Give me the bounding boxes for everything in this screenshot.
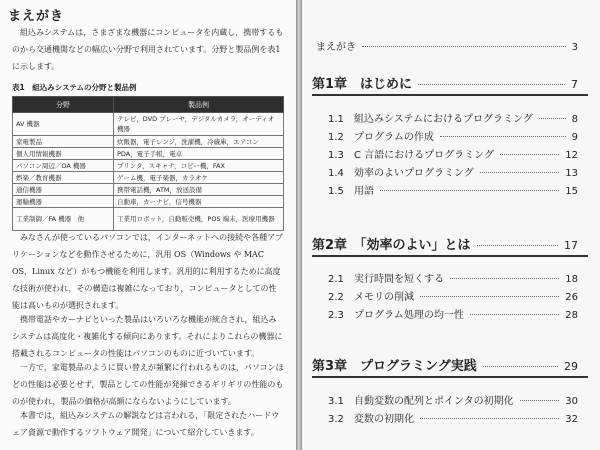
toc-section[interactable]: [302, 306, 600, 321]
section-number: 2.2: [328, 292, 344, 303]
dot-leader: [380, 190, 559, 191]
dot-leader: [477, 245, 558, 246]
toc-page-number: 18: [565, 274, 578, 285]
toc-section[interactable]: [302, 182, 600, 197]
section-number: 2.1: [328, 274, 344, 285]
dot-leader: [483, 366, 558, 367]
dot-leader: [420, 296, 559, 297]
toc-chapter-1[interactable]: [302, 73, 600, 92]
table-cell-field: 家電製品: [13, 136, 114, 148]
dot-leader: [420, 418, 559, 419]
toc-page-number: 28: [565, 310, 578, 321]
table-cell-field: 工業制御／FA 機器 他: [13, 208, 114, 231]
preface-page: [0, 0, 296, 450]
table-cell-examples: テレビ，DVD プレーヤ，デジタルカメラ，オーディオ機器: [114, 113, 284, 136]
section-title: 自動変数の配列とポインタの初期化: [354, 396, 514, 407]
toc-page-number: 17: [564, 239, 578, 252]
table-cell-examples: 自動車，カーナビ，信号機器: [114, 196, 284, 208]
table-cell-examples: プリンタ，スキャナ，コピー機，FAX: [114, 160, 284, 172]
table-caption: 表1 組込みシステムの分野と製品例: [12, 83, 137, 92]
section-number: 1.5: [328, 186, 344, 197]
table-header-field: 分野: [13, 97, 114, 113]
chapter-title: 第3章 プログラミング実践: [312, 359, 477, 374]
preface-title: まえがき: [8, 9, 65, 24]
table-cell-field: AV 機器: [13, 113, 114, 136]
preface-paragraph-5: 本書では，組込みシステムの解説などは言われる，「限定されたハードウェア資源で動作するソフトウェア開発」について紹介していきます。: [12, 411, 280, 437]
toc-section[interactable]: [302, 128, 600, 143]
section-number: 3.2: [328, 414, 344, 425]
table-row: [13, 196, 284, 208]
section-number: 2.3: [328, 310, 344, 321]
dot-leader: [539, 118, 566, 119]
table-row: [13, 113, 284, 136]
table-cell-examples: ゲーム機，電子楽器，カラオケ: [114, 172, 284, 184]
table-row: [13, 184, 284, 196]
section-title: 組込みシステムにおけるプログラミング: [354, 114, 533, 125]
section-title: プログラムの作成: [354, 132, 434, 143]
toc-page-number: 15: [565, 186, 578, 197]
section-title: プログラム処理の均一性: [354, 310, 464, 321]
table-header-examples: 製品例: [114, 97, 284, 113]
table-cell-examples: 携帯電話機，ATM，放送設備: [114, 184, 284, 196]
chapter-title: 第2章 「効率のよい」とは: [312, 238, 471, 253]
toc-chapter-2[interactable]: [302, 234, 600, 253]
section-title: C 言語におけるプログラミング: [354, 150, 494, 161]
toc-page-number: 30: [565, 396, 578, 407]
table-row: [13, 160, 284, 172]
section-title: 実行時間を短くする: [354, 274, 444, 285]
chapter-title: 第1章 はじめに: [312, 77, 413, 92]
table-cell-examples: 工業用ロボット，自動販売機，POS 端末，医療用機器: [114, 208, 284, 231]
toc-section[interactable]: [302, 270, 600, 285]
table-cell-field: 通信機器: [13, 184, 114, 196]
toc-section[interactable]: [302, 110, 600, 125]
toc-section[interactable]: [302, 146, 600, 161]
field-product-table: [12, 96, 284, 231]
section-number: 1.3: [328, 150, 344, 161]
preface-paragraph-4: 一方で，家電製品のように買い替えが頻繁に行われるものは，パソコンほどの性能は必要とせず，製品としての性能が発揮できるギリギリの性能のものが使われ，製品の価格が高額にならないようにしています。: [12, 363, 284, 406]
toc-page-number: 3: [571, 42, 578, 53]
section-title: 変数の初期化: [354, 414, 414, 425]
dot-leader: [450, 278, 559, 279]
preface-paragraph-2: みなさんが使っているパソコンでは，インターネットへの接続や各種アプリケーションなどを動作させるために，汎用 OS（Windows や MAC OS，Linux など）がもつ機能を利用します。汎用的に利用するために高度な技術が使われ，その構造は複雑になっており，コンピュータとしての性能は高いものが選択されます。: [12, 233, 284, 310]
dot-leader: [362, 46, 566, 47]
chapter-rule: [312, 94, 588, 96]
table-cell-field: 運輸機器: [13, 196, 114, 208]
section-title: メモリの削減: [354, 292, 414, 303]
section-number: 1.2: [328, 132, 344, 143]
table-row: [13, 208, 284, 231]
toc-page-number: 12: [565, 150, 578, 161]
table-cell-examples: 炊飯器，電子レンジ，洗濯機，冷蔵庫，エアコン: [114, 136, 284, 148]
dot-leader: [418, 84, 565, 85]
section-title: 用語: [354, 186, 374, 197]
section-number: 3.1: [328, 396, 344, 407]
toc-page-number: 9: [571, 132, 578, 143]
toc-page-number: 13: [565, 168, 578, 179]
toc-section[interactable]: [302, 392, 600, 407]
toc-page: [302, 0, 600, 450]
toc-chapter-3[interactable]: [302, 355, 600, 374]
toc-page-number: 32: [565, 414, 578, 425]
dot-leader: [470, 314, 559, 315]
table-cell-field: パソコン周辺／OA 機器: [13, 160, 114, 172]
chapter-rule: [312, 376, 588, 378]
table-row: [13, 172, 284, 184]
preface-paragraph-3: 携帯電話やカーナビといった製品はいろいろな機能が統合され，組込みシステムは高度化・複雑化する傾向にあります。それによりこれらの機器に搭載されるコンピュータの性能はパソコンのものに近づいています。: [12, 315, 283, 358]
dot-leader: [480, 172, 559, 173]
toc-section[interactable]: [302, 164, 600, 179]
table-row: [13, 148, 284, 160]
preface-paragraph-1: 組込みシステムは，さまざまな機器にコンピュータを内蔵し，携帯するものから交通機関などの幅広い分野で利用されています。分野と製品例を表1に示します。: [12, 28, 284, 71]
chapter-rule: [312, 255, 588, 257]
toc-page-number: 8: [571, 114, 578, 125]
toc-page-number: 29: [564, 360, 578, 373]
dot-leader: [520, 400, 560, 401]
section-number: 1.1: [328, 114, 344, 125]
toc-page-number: 7: [571, 78, 578, 91]
toc-section[interactable]: [302, 410, 600, 425]
toc-page-number: 26: [565, 292, 578, 303]
table-cell-field: 娯楽／教育機器: [13, 172, 114, 184]
toc-entry-label: まえがき: [316, 42, 356, 53]
table-cell-field: 個人用情報機器: [13, 148, 114, 160]
toc-section[interactable]: [302, 288, 600, 303]
toc-entry-preface[interactable]: [302, 38, 600, 53]
dot-leader: [500, 154, 559, 155]
dot-leader: [440, 136, 566, 137]
section-number: 1.4: [328, 168, 344, 179]
table-row: [13, 136, 284, 148]
section-title: 効率のよいプログラミング: [354, 168, 474, 179]
table-cell-examples: PDA，電子手帳，電卓: [114, 148, 284, 160]
